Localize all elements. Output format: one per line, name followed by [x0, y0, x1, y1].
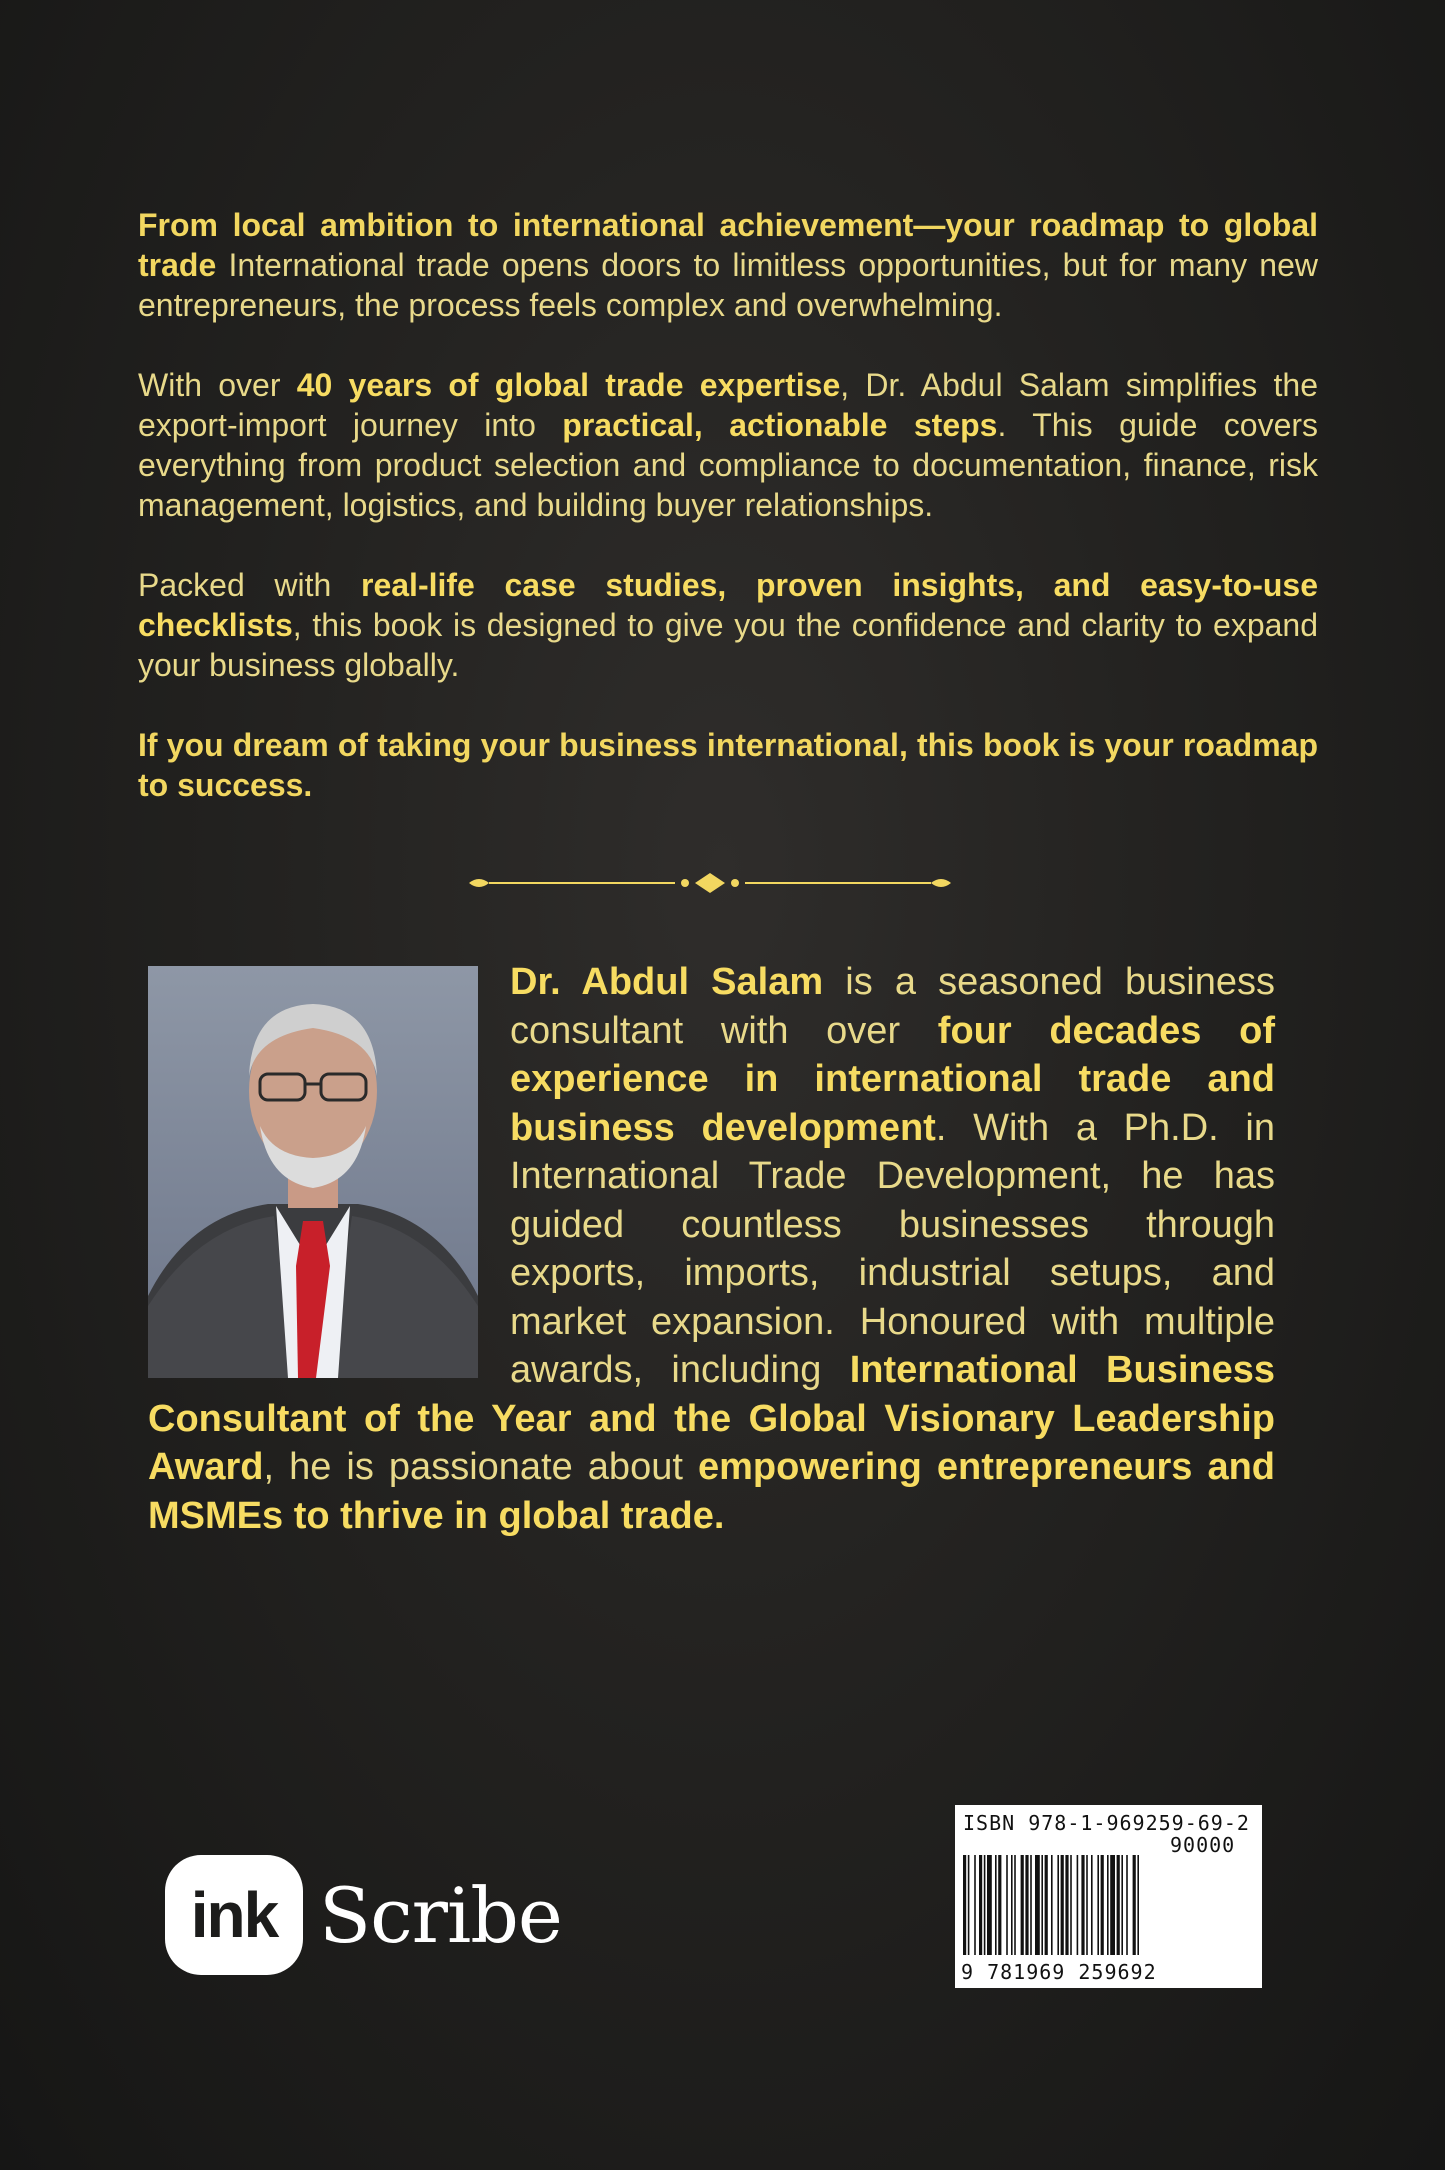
author-name: Dr. Abdul Salam — [510, 961, 824, 1003]
barcode-bar — [987, 1855, 992, 1955]
blurb-paragraph-1 — [138, 205, 1318, 325]
barcode-bar — [1070, 1855, 1072, 1955]
blurb-paragraph-2 — [138, 365, 1318, 525]
barcode-bar — [963, 1855, 966, 1955]
back-cover-blurb — [138, 205, 1318, 845]
blurb-highlight: practical, actionable steps — [562, 407, 998, 443]
bio-highlight: empowering entrepreneurs and MSMEs to thrive in global trade. — [148, 1446, 1276, 1537]
barcode-bar — [1061, 1855, 1064, 1955]
barcode-bar — [1011, 1855, 1013, 1955]
barcode-bar — [968, 1855, 970, 1955]
barcode-bar — [1101, 1855, 1104, 1955]
barcode-bar — [1126, 1855, 1128, 1955]
bio-highlight: four decades of experience in international trade and business development — [510, 1009, 1275, 1149]
barcode-bar — [1021, 1855, 1024, 1955]
bio-text: . With a Ph.D. in International Trade Development, he has guided countless businesses through exports, imports, industrial setups, and market expansion. Honoured with multiple awards, including — [510, 1106, 1275, 1391]
barcode-bar — [1041, 1855, 1043, 1955]
barcode-bars — [961, 1855, 1257, 1959]
barcode-bar — [1086, 1855, 1088, 1955]
blurb-paragraph-3 — [138, 565, 1318, 685]
author-bio — [148, 958, 1275, 1540]
barcode-bar — [1097, 1855, 1099, 1955]
photo-spacer — [148, 958, 510, 1378]
barcode-bar — [1006, 1855, 1008, 1955]
bio-highlight: International Business Consultant of the Year and the Global Visionary Leadership Award — [148, 1349, 1275, 1488]
publisher-badge: ink — [165, 1855, 303, 1975]
blurb-text: With over — [138, 367, 297, 403]
bio-text: is a seasoned business consultant with over — [510, 961, 1275, 1052]
barcode-bar — [1014, 1855, 1016, 1955]
blurb-closing: If you dream of taking your business international, this book is your roadmap to success. — [138, 727, 1318, 803]
barcode-bar — [984, 1855, 986, 1955]
publisher-logo — [165, 1855, 562, 1975]
ornamental-divider — [465, 868, 955, 898]
barcode-bar — [1091, 1855, 1093, 1955]
barcode-bar — [1025, 1855, 1028, 1955]
barcode-bar — [1065, 1855, 1068, 1955]
barcode-bar — [1051, 1855, 1053, 1955]
barcode-bar — [998, 1855, 1001, 1955]
barcode-bar — [1121, 1855, 1123, 1955]
blurb-highlight: real-life case studies, proven insights, and easy-to-use checklists — [138, 567, 1318, 643]
isbn-label: ISBN 978-1-969259-69-2 — [963, 1811, 1250, 1835]
blurb-text: . This guide covers everything from product selection and compliance to documentation, finance, risk management, logistics, and building buyer relationships. — [138, 407, 1319, 523]
barcode-bar — [1107, 1855, 1109, 1955]
barcode-bar — [1045, 1855, 1048, 1955]
publisher-name: Scribe — [319, 1870, 562, 1960]
barcode-bar — [1077, 1855, 1079, 1955]
barcode-bar — [1110, 1855, 1115, 1955]
blurb-text: , Dr. Abdul Salam simplifies the export-import journey into — [138, 367, 1319, 443]
blurb-text: International trade opens doors to limitless opportunities, but for many new entrepreneurs, the process feels complex and overwhelming. — [138, 247, 1318, 323]
barcode-bar — [1030, 1855, 1032, 1955]
barcode-bar — [1057, 1855, 1059, 1955]
blurb-text: , this book is designed to give you the confidence and clarity to expand your business globally. — [138, 607, 1318, 683]
price-code: 90000 — [1170, 1833, 1236, 1857]
ean-digits: 9 781969 259692 — [961, 1960, 1157, 1984]
barcode-bar — [1137, 1855, 1139, 1955]
blurb-text: Packed with — [138, 567, 361, 603]
barcode-bar — [979, 1855, 982, 1955]
blurb-highlight: 40 years of global trade expertise — [296, 367, 841, 403]
isbn-barcode — [955, 1805, 1262, 1988]
barcode-bar — [1133, 1855, 1136, 1955]
barcode-bar — [1035, 1855, 1040, 1955]
barcode-bar — [1081, 1855, 1084, 1955]
barcode-bar — [995, 1855, 997, 1955]
bio-text: , he is passionate about — [263, 1446, 698, 1488]
barcode-bar — [974, 1855, 976, 1955]
barcode-bar — [1117, 1855, 1120, 1955]
blurb-lead: From local ambition to international achievement—your roadmap to global trade — [138, 207, 1318, 283]
